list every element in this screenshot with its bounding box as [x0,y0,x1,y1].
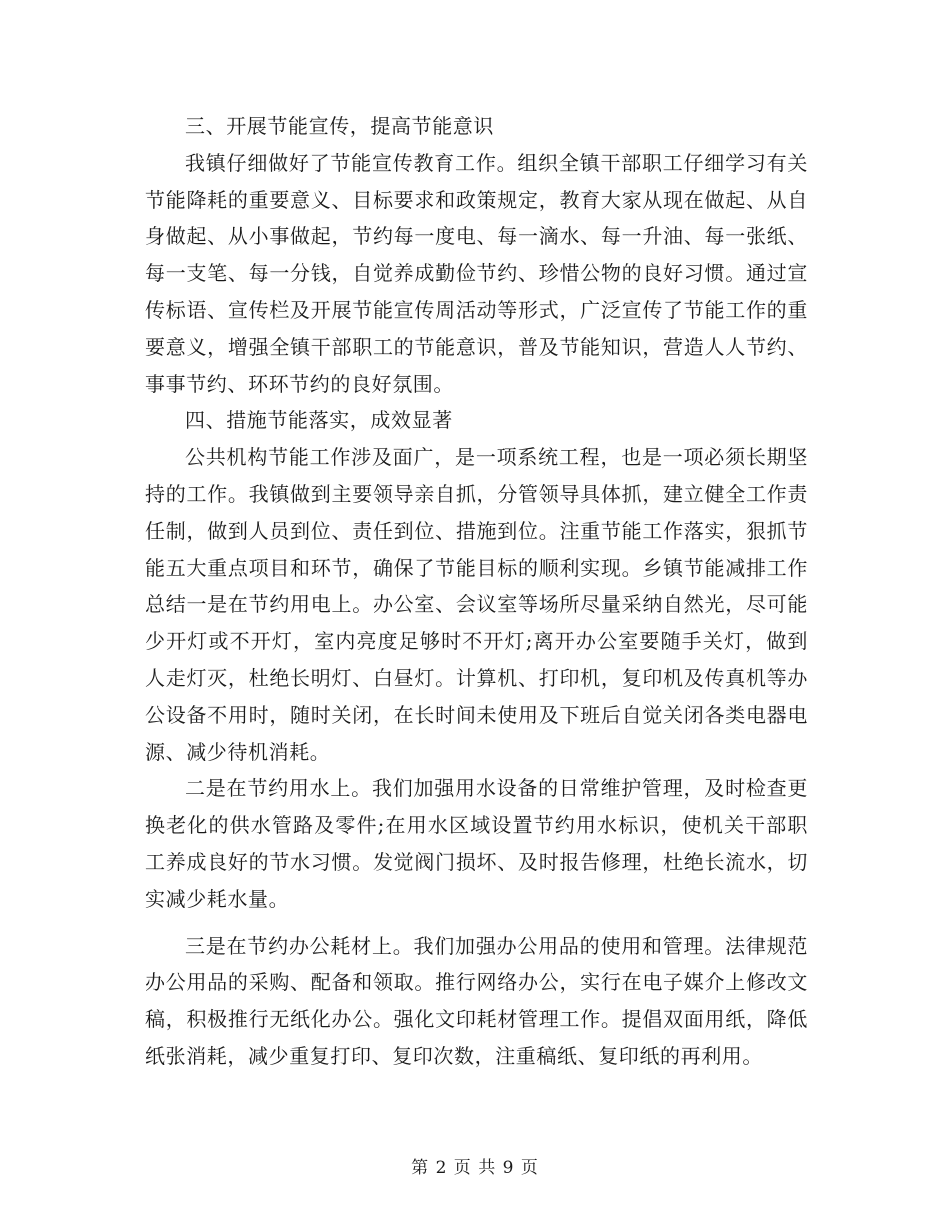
page-footer: 第 2 页 共 9 页 [411,1158,539,1178]
section-heading: 三、开展节能宣传，提高节能意识 [185,114,494,138]
body-paragraph: 二是在节约用水上。我们加强用水设备的日常维护管理，及时检查更换老化的供水管路及零件;在用水区域设置节约用水标识，使机关干部职工养成良好的节水习惯。发觉阀门损坏、及时报告修理，杜绝长流水，切实减少耗水量。 [145,776,808,911]
body-paragraph: 公共机构节能工作涉及面广，是一项系统工程，也是一项必须长期坚持的工作。我镇做到主要领导亲自抓，分管领导具体抓，建立健全工作责任制，做到人员到位、责任到位、措施到位。注重节能工作落实，狠抓节能五大重点项目和环节，确保了节能目标的顺利实现。乡镇节能减排工作总结一是在节约用电上。办公室、会议室等场所尽量采纳自然光，尽可能少开灯或不开灯，室内亮度足够时不开灯;离开办公室要随手关灯，做到人走灯灭，杜绝长明灯、白昼灯。计算机、打印机，复印机及传真机等办公设备不用时，随时关闭，在长时间未使用及下班后自觉关闭各类电器电源、减少待机消耗。 [145,445,808,764]
paragraph-spacer [145,918,808,928]
body-paragraph: 我镇仔细做好了节能宣传教育工作。组织全镇干部职工仔细学习有关节能降耗的重要意义、目标要求和政策规定，教育大家从现在做起、从自身做起、从小事做起，节约每一度电、每一滴水、每一升油、每一张纸、每一支笔、每一分钱，自觉养成勤俭节约、珍惜公物的良好习惯。通过宣传标语、宣传栏及开展节能宣传周活动等形式，广泛宣传了节能工作的重要意义，增强全镇干部职工的节能意识，普及节能知识，营造人人节约、事事节约、环环节约的良好氛围。 [145,150,808,396]
body-paragraph: 三是在节约办公耗材上。我们加强办公用品的使用和管理。法律规范办公用品的采购、配备和领取。推行网络办公，实行在电子媒介上修改文稿，积极推行无纸化办公。强化文印耗材管理工作。提倡双面用纸，降低纸张消耗，减少重复打印、复印次数，注重稿纸、复印纸的再利用。 [145,933,808,1068]
section-heading: 四、措施节能落实，成效显著 [185,408,453,433]
document-body [145,108,808,1075]
